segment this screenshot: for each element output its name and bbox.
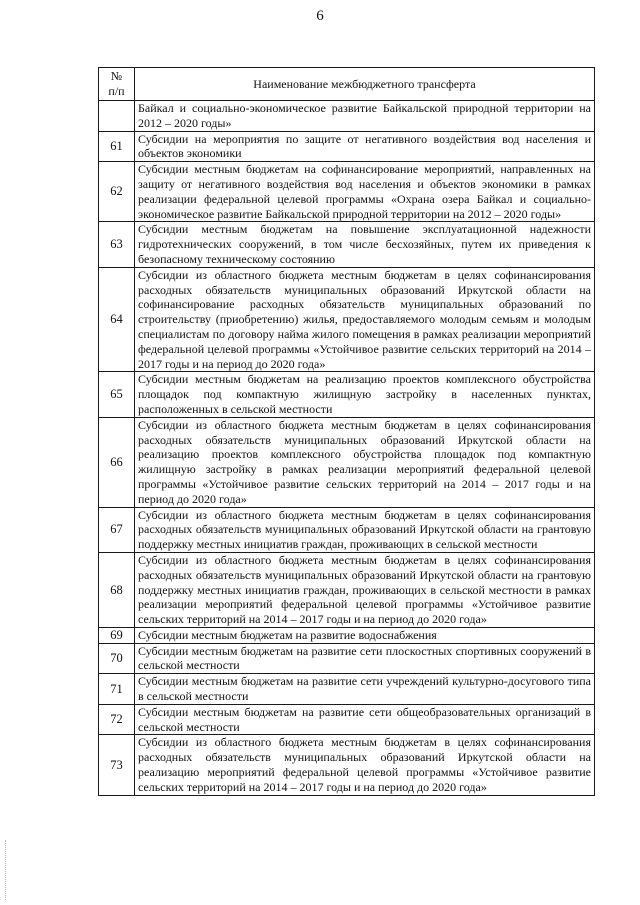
table-row	[99, 222, 595, 267]
row-number: 69	[99, 627, 135, 643]
transfer-name: Субсидии местным бюджетам на развитие сети учреждений культурно-досугового типа в сельской местности	[135, 674, 595, 705]
row-number: 70	[99, 643, 135, 674]
transfer-name: Субсидии из областного бюджета местным бюджетам в целях софинансирования расходных обязательств муниципальных образований Иркутской области на софинансирование расходных обязательств муниципальных образований по строительству (приобретению) жилья, предоставляемого молодым семьям и молодым специалистам по договору найма жилого помещения в рамках реализации мероприятий федеральной целевой программы «Устойчивое развитие сельских территорий на 2014 – 2017 годы и на период до 2020 года»	[135, 267, 595, 372]
row-number: 61	[99, 131, 135, 162]
transfer-name: Субсидии местным бюджетам на развитие сети плоскостных спортивных сооружений в сельской местности	[135, 643, 595, 674]
number-header-abbr: п/п	[108, 84, 125, 98]
row-number: 66	[99, 417, 135, 507]
transfer-name: Субсидии местным бюджетам на развитие сети общеобразовательных организаций в сельской местности	[135, 704, 595, 735]
transfer-name: Субсидии из областного бюджета местным бюджетам в целях софинансирования расходных обязательств муниципальных образований Иркутской области на грантовую поддержку местных инициатив граждан, проживающих в сельской местности в рамках реализации мероприятий федеральной целевой программы «Устойчивое развитие сельских территорий на 2014 – 2017 годы и на период до 2020 года»	[135, 552, 595, 627]
scan-margin-artifact	[5, 840, 7, 900]
row-number: 65	[99, 372, 135, 417]
row-number: 62	[99, 162, 135, 222]
transfer-name: Субсидии местным бюджетам на развитие водоснабжения	[135, 627, 595, 643]
row-number	[99, 101, 135, 132]
row-number: 72	[99, 704, 135, 735]
table-row	[99, 372, 595, 417]
number-column-header	[99, 68, 135, 101]
transfer-name: Субсидии из областного бюджета местным бюджетам в целях софинансирования расходных обязательств муниципальных образований Иркутской области на грантовую поддержку местных инициатив граждан, проживающих в сельской местности	[135, 507, 595, 552]
table-row	[99, 704, 595, 735]
table-row	[99, 735, 595, 795]
table-row	[99, 162, 595, 222]
transfer-name: Субсидии из областного бюджета местным бюджетам в целях софинансирования расходных обязательств муниципальных образований Иркутской области на реализацию мероприятий федеральной целевой программы «Устойчивое развитие сельских территорий на 2014 – 2017 годы и на период до 2020 года»	[135, 735, 595, 795]
transfer-name: Субсидии местным бюджетам на повышение эксплуатационной надежности гидротехнических сооружений, в том числе бесхозяйных, путем их приведения к безопасному техническому состоянию	[135, 222, 595, 267]
row-number: 67	[99, 507, 135, 552]
table-row	[99, 267, 595, 372]
row-number: 64	[99, 267, 135, 372]
row-number: 71	[99, 674, 135, 705]
transfer-name: Субсидии на мероприятия по защите от негативного воздействия вод населения и объектов экономики	[135, 131, 595, 162]
table-row	[99, 417, 595, 507]
transfer-name: Субсидии местным бюджетам на реализацию проектов комплексного обустройства площадок под компактную жилищную застройку в населенных пунктах, расположенных в сельской местности	[135, 372, 595, 417]
table-row	[99, 552, 595, 627]
row-number: 68	[99, 552, 135, 627]
transfer-name: Байкал и социально-экономическое развитие Байкальской природной территории на 2012 – 2020 годы»	[135, 101, 595, 132]
page-number: 6	[316, 8, 324, 24]
table-row	[99, 627, 595, 643]
table-row	[99, 101, 595, 132]
table-header-row	[99, 68, 595, 101]
row-number: 63	[99, 222, 135, 267]
table-row	[99, 507, 595, 552]
transfer-name: Субсидии местным бюджетам на софинансирование мероприятий, направленных на защиту от негативного воздействия вод населения и объектов экономики в рамках реализации федеральной целевой программы «Охрана озера Байкал и социально-экономическое развитие Байкальской природной территории на 2012 – 2020 годы»	[135, 162, 595, 222]
table-row	[99, 674, 595, 705]
transfers-table	[98, 67, 595, 796]
transfer-name: Субсидии из областного бюджета местным бюджетам в целях софинансирования расходных обязательств муниципальных образований Иркутской области на реализацию проектов комплексного обустройства площадок под компактную жилищную застройку в рамках реализации мероприятий федеральной целевой программы «Устойчивое развитие сельских территорий на 2014 – 2017 годы и на период до 2020 года»	[135, 417, 595, 507]
row-number: 73	[99, 735, 135, 795]
table-row	[99, 131, 595, 162]
table-row	[99, 643, 595, 674]
number-header-sign: №	[110, 69, 123, 83]
name-column-header: Наименование межбюджетного трансферта	[135, 68, 595, 101]
